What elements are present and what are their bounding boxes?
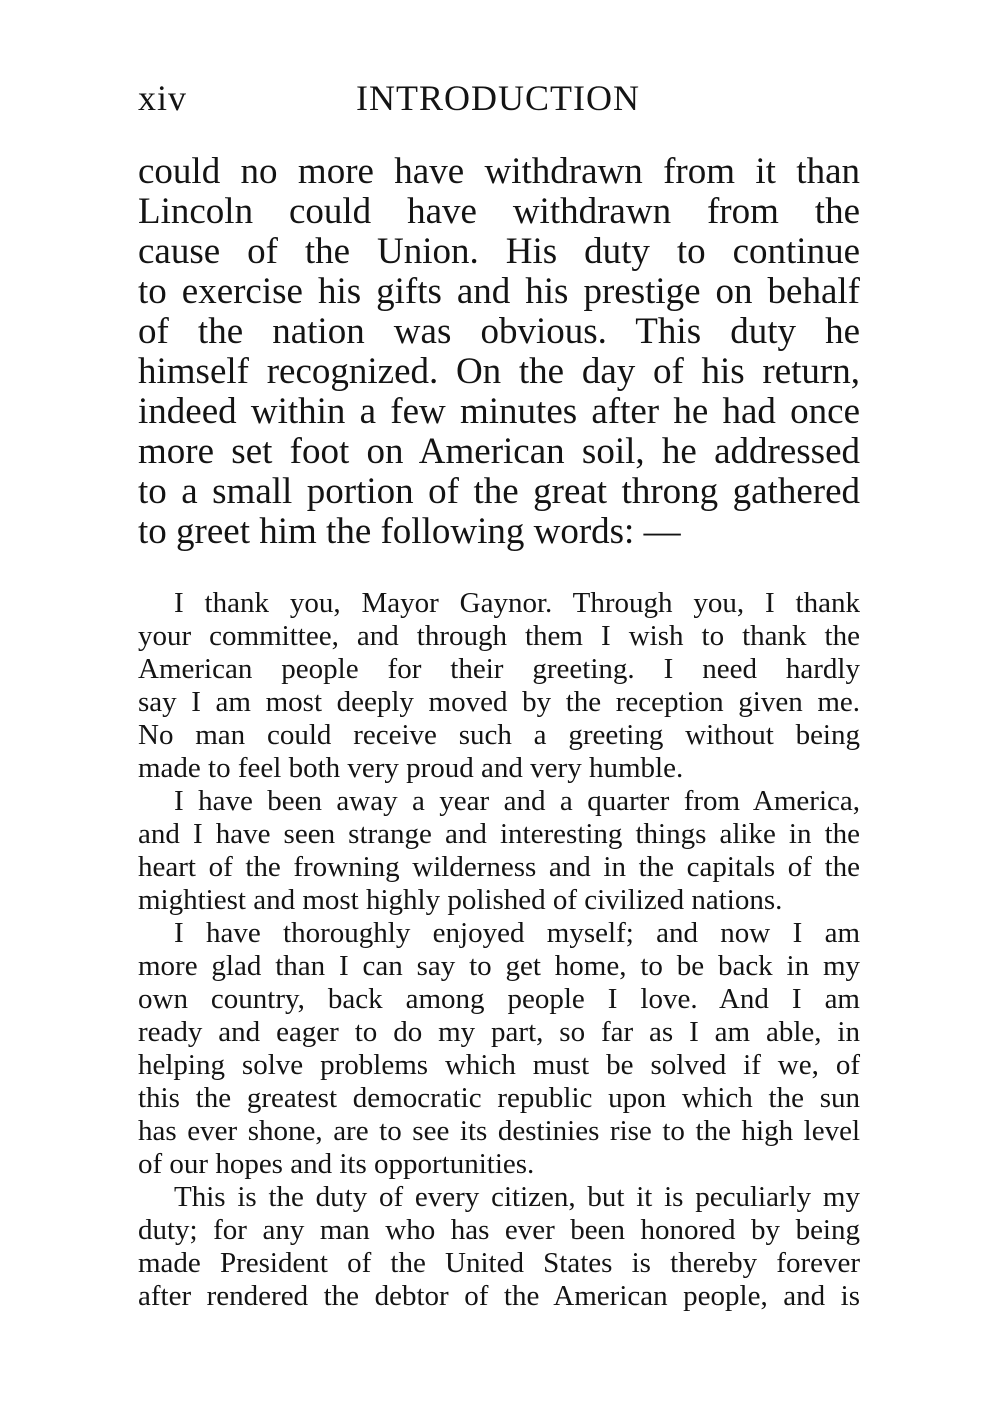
quote-line: I thank you, Mayor Gaynor. Through you, I thank bbox=[174, 587, 860, 619]
quote-line: made to feel both very proud and very humble. bbox=[138, 752, 684, 784]
page-number: xiv bbox=[138, 78, 188, 118]
running-title: INTRODUCTION bbox=[356, 78, 640, 118]
quote-line: American people for their greeting. I need hardly bbox=[138, 653, 860, 685]
quote-line: more glad than I can say to get home, to be back in my bbox=[138, 950, 860, 982]
text-line: of the nation was obvious. This duty he bbox=[138, 311, 860, 352]
quote-line: has ever shone, are to see its destinies rise to the high level bbox=[138, 1115, 860, 1147]
text-line: to greet him the following words: — bbox=[138, 511, 681, 552]
text-line: to exercise his gifts and his prestige on behalf bbox=[138, 271, 860, 312]
quote-line: made President of the United States is thereby forever bbox=[138, 1247, 860, 1279]
quote-line: this the greatest democratic republic upon which the sun bbox=[138, 1082, 860, 1114]
quote-line: I have thoroughly enjoyed myself; and now I am bbox=[174, 917, 860, 949]
text-line: Lincoln could have withdrawn from the bbox=[138, 191, 860, 232]
text-line: cause of the Union. His duty to continue bbox=[138, 231, 860, 272]
quote-line: mightiest and most highly polished of civilized nations. bbox=[138, 884, 783, 916]
quote-line: This is the duty of every citizen, but it is peculiarly my bbox=[174, 1181, 860, 1213]
quote-line: your committee, and through them I wish to thank the bbox=[138, 620, 860, 652]
quote-line: say I am most deeply moved by the reception given me. bbox=[138, 686, 860, 718]
quoted-speech bbox=[138, 587, 860, 1313]
quote-line: duty; for any man who has ever been honored by being bbox=[138, 1214, 860, 1246]
text-line: could no more have withdrawn from it than bbox=[138, 151, 860, 192]
quote-line: No man could receive such a greeting without being bbox=[138, 719, 860, 751]
quote-line: heart of the frowning wilderness and in the capitals of the bbox=[138, 851, 860, 883]
quote-line: and I have seen strange and interesting things alike in the bbox=[138, 818, 860, 850]
text-line: to a small portion of the great throng gathered bbox=[138, 471, 860, 512]
quote-line: ready and eager to do my part, so far as I am able, in bbox=[138, 1016, 860, 1048]
running-head bbox=[138, 78, 860, 118]
text-line: more set foot on American soil, he addressed bbox=[138, 431, 860, 472]
quote-line: after rendered the debtor of the American people, and is bbox=[138, 1280, 860, 1312]
quote-line: own country, back among people I love. And I am bbox=[138, 983, 860, 1015]
text-line: indeed within a few minutes after he had once bbox=[138, 391, 860, 432]
quote-line: helping solve problems which must be solved if we, of bbox=[138, 1049, 860, 1081]
quote-line: of our hopes and its opportunities. bbox=[138, 1148, 535, 1180]
lead-paragraph bbox=[138, 152, 860, 552]
text-line: himself recognized. On the day of his return, bbox=[138, 351, 860, 392]
quote-line: I have been away a year and a quarter from America, bbox=[174, 785, 860, 817]
